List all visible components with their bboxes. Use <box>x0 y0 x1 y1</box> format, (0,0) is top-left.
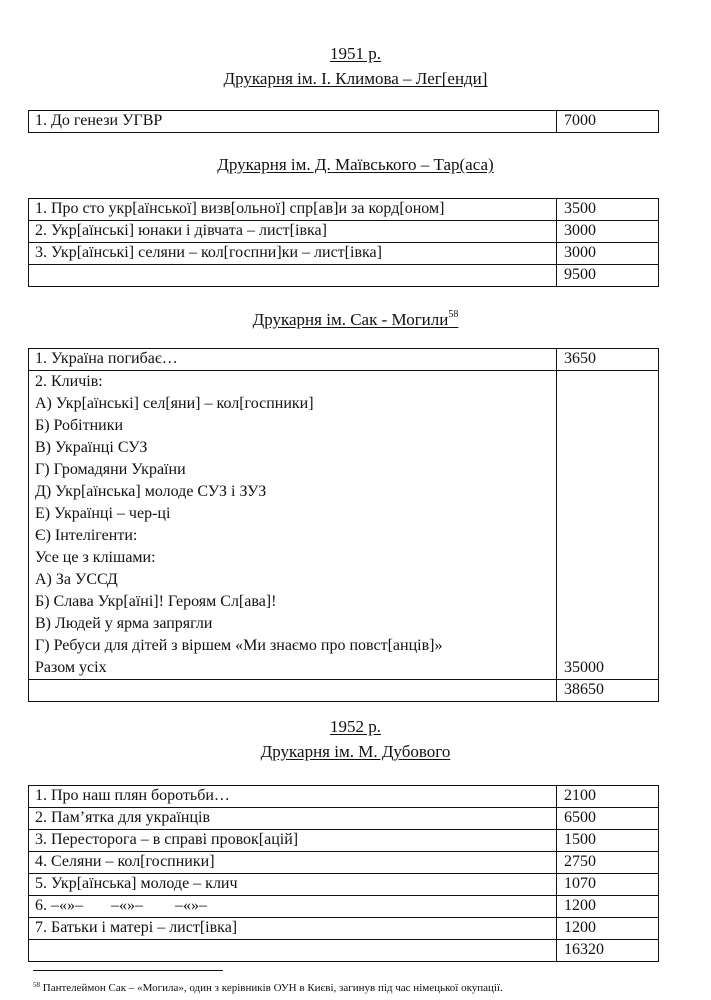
row-text: 5. Укр[аїнська] молоде – клич <box>29 874 557 896</box>
table-row <box>29 896 659 918</box>
row-text: 2. Пам’ятка для українців <box>29 808 557 830</box>
list-item: Е) Українці – чер-ці <box>35 505 171 522</box>
year-heading-1951: 1951 р. <box>330 44 381 63</box>
slogans-cell <box>29 371 557 680</box>
row-qty: 1200 <box>557 896 659 918</box>
table-row <box>29 874 659 896</box>
row-text: 3. Укр[аїнські] селяни – кол[госпни]ки – лист[івка] <box>29 243 557 265</box>
row-qty: 3500 <box>557 199 659 221</box>
press-title-text: Друкарня ім. Сак - Могили <box>252 310 449 329</box>
list-item: Г) Громадяни України <box>35 461 186 478</box>
row-text: 1. Про сто укр[аїнської] визв[ольної] спр[ав]и за корд[оном] <box>29 199 557 221</box>
table-row-multiline <box>29 371 659 680</box>
list-item: Є) Інтелігенти: <box>35 527 138 544</box>
row-text: 1. Україна погибає… <box>29 349 557 371</box>
row-qty: 35000 <box>564 659 604 676</box>
table-row-total <box>29 265 659 287</box>
list-item: Усе це з клішами: <box>35 549 156 566</box>
press-title-klymov: Друкарня ім. І. Климова – Лег[енди] <box>223 69 488 88</box>
row-qty: 7000 <box>557 111 659 133</box>
footnote-text: Пантелеймон Сак – «Могила», один з керівників ОУН в Києві, загинув під час німецької окупації. <box>42 982 503 994</box>
table-row <box>29 199 659 221</box>
table-klymov <box>28 110 659 133</box>
table-maivskyi <box>28 198 659 287</box>
list-item: А) Укр[аїнські] сел[яни] – кол[госпники] <box>35 395 314 412</box>
row-text: 4. Селяни – кол[госпники] <box>29 852 557 874</box>
table-row <box>29 918 659 940</box>
list-item: В) Людей у ярма запрягли <box>35 615 213 632</box>
press-title-dubovyi: Друкарня ім. М. Дубового <box>260 742 451 761</box>
row-qty: 2750 <box>557 852 659 874</box>
slogans-qty-cell <box>557 371 659 680</box>
row-text <box>29 680 557 702</box>
row-text: 1. Про наш плян боротьби… <box>29 786 557 808</box>
list-item: Б) Робітники <box>35 417 124 434</box>
table-row-total <box>29 680 659 702</box>
row-qty: 3650 <box>557 349 659 371</box>
table-row <box>29 808 659 830</box>
list-item: 2. Кличів: <box>35 373 103 390</box>
row-qty: 1070 <box>557 874 659 896</box>
list-item: Разом усіх <box>35 659 107 676</box>
row-qty: 2100 <box>557 786 659 808</box>
press-title-maivskyi: Друкарня ім. Д. Маївського – Тар(аса) <box>217 155 494 174</box>
row-qty-total: 9500 <box>557 265 659 287</box>
table-row <box>29 243 659 265</box>
table-sak-mohyla <box>28 348 659 702</box>
table-row <box>29 852 659 874</box>
table-row <box>29 786 659 808</box>
footnote-ref: 58 <box>448 309 459 320</box>
footnote <box>33 978 503 995</box>
row-qty: 1200 <box>557 918 659 940</box>
list-item: Г) Ребуси для дітей з віршем «Ми знаємо про повст[анців]» <box>35 637 443 654</box>
table-row <box>29 111 659 133</box>
row-text: 3. Пересторога – в справі провок[ацій] <box>29 830 557 852</box>
footnote-number: 58 <box>33 981 40 989</box>
table-dubovyi <box>28 785 659 962</box>
row-qty-total: 16320 <box>557 940 659 962</box>
row-text: 2. Укр[аїнські] юнаки і дівчата – лист[івка] <box>29 221 557 243</box>
row-qty: 3000 <box>557 243 659 265</box>
row-qty: 6500 <box>557 808 659 830</box>
row-text: 7. Батьки і матері – лист[івка] <box>29 918 557 940</box>
row-qty: 1500 <box>557 830 659 852</box>
table-row-total <box>29 940 659 962</box>
row-text <box>29 265 557 287</box>
row-text: 1. До генези УГВР <box>29 111 557 133</box>
list-item: В) Українці СУЗ <box>35 439 148 456</box>
row-text <box>29 940 557 962</box>
row-qty: 3000 <box>557 221 659 243</box>
table-row <box>29 349 659 371</box>
table-row <box>29 221 659 243</box>
year-heading-1952: 1952 р. <box>330 717 381 736</box>
row-text: 6. –«»– –«»– –«»– <box>29 896 557 918</box>
table-row <box>29 830 659 852</box>
row-qty-total: 38650 <box>557 680 659 702</box>
list-item: Б) Слава Укр[аїні]! Героям Сл[ава]! <box>35 593 277 610</box>
list-item: Д) Укр[аїнська] молоде СУЗ і ЗУЗ <box>35 483 267 500</box>
list-item: А) За УССД <box>35 571 118 588</box>
press-title-sak-mohyla <box>0 305 711 330</box>
footnote-divider <box>33 970 223 971</box>
